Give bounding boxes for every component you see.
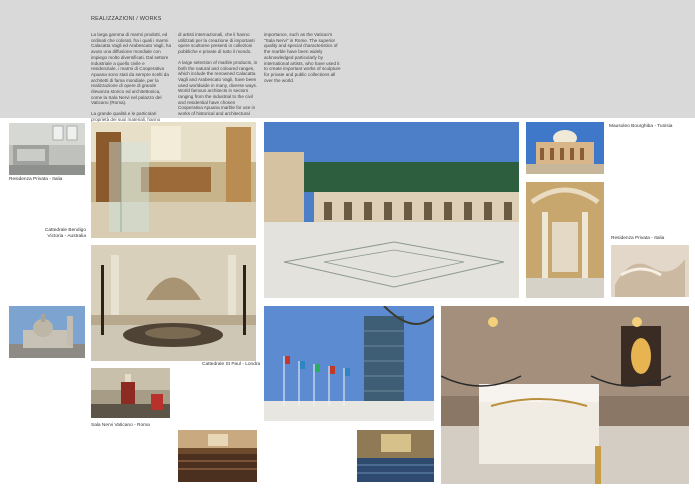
photo-st-paul-interior [91, 245, 256, 361]
photo-residenza-privata-interior [9, 123, 85, 175]
text-column-english [264, 32, 344, 88]
section-title: REALIZZAZIONI / WORKS [91, 16, 162, 22]
photo-marble-sculpture [611, 245, 689, 297]
caption-residenza-right: Residenza Privata - Italia [611, 236, 665, 241]
photo-auditorium [178, 430, 257, 482]
caption-sala-nervi: Sala Nervi Vaticano - Roma [91, 423, 150, 428]
text-column-mixed [178, 32, 258, 122]
photo-arcade-interior [526, 182, 604, 298]
photo-un-building [264, 306, 434, 421]
photo-mausoleum-tomb [441, 306, 689, 484]
paragraph: A large selection of marble products, in both the natural and coloured ranges, which include the renowned Calacatta Vagli and Arabescato Vagli, have been used worldwide in many, diverse ways. World famous architects in sectors ranging from the industrial to the civil and residential have chosen Cooperativa Apuana marble for use in works of historical and architectural [178, 59, 258, 117]
paragraph: La larga gamma di marmi prodotti, ed ordinati che colorati, fra i quali i marmi Calacatta Vagli ed Arabescato Vagli, ha avuto una diffusione mondiale con impiego molto diversificati. Dal settore industriale a quello civile e residenziale, i marmi di Cooperativa Apuana sono stati da sempre scelti da architetti di fama mondiale, per la realizzazione di opere di grande rilevanza storico ed architettonica, come la Sala Nervi nel palazzo del Vaticano (Roma). [91, 32, 172, 106]
paragraph: importance, such as the Vatican's "Sala Nervi" in Rome. The superior quality and special characteristics of the marble have been widely acknowledged particularly by international artists, who have used it to create important works of sculpture for private and public collections all over the world. [264, 32, 341, 83]
photo-st-paul-exterior [9, 306, 85, 358]
photo-mausoleo-bourghiba [526, 122, 604, 174]
photo-mausoleo-courtyard [264, 122, 519, 298]
caption-cattedrale-st-paul: Cattedrale St Paul - Londra [202, 362, 261, 367]
photo-un-assembly [357, 430, 434, 482]
caption-residenza-left: Residenza Privata - Italia [9, 177, 63, 182]
paragraph: La grande qualità e le particolari proprietà dei suoi materiali, hanno [91, 111, 161, 122]
photo-cattedrale-bendigo [91, 122, 256, 238]
paragraph: di artisti internazionali, che li hanno utilizzati per la creazione di importanti opere scultoree presenti in collezioni pubbliche e private di tutto il mondo. [178, 32, 255, 55]
photo-sala-nervi [91, 368, 170, 418]
caption-cattedrale-bendigo: Cattedrale Bendigo Victoria - Australia [44, 228, 86, 239]
caption-mausoleo: Mausoleo Bourghiba - Tunisia [609, 124, 673, 129]
